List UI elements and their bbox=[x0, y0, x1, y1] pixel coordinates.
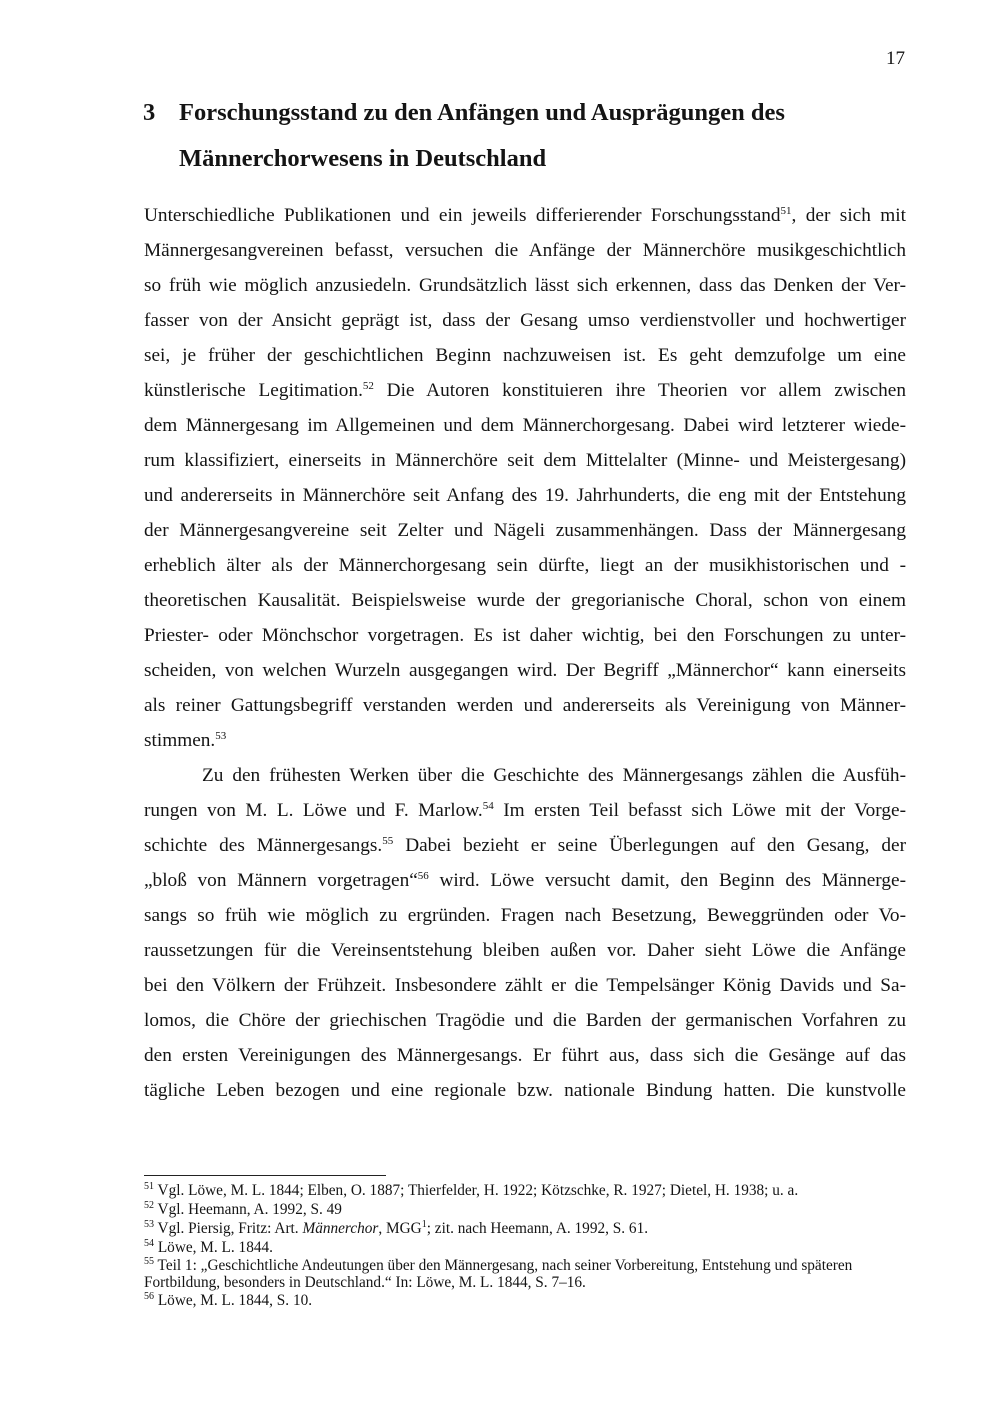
text-line: und andererseits in Männerchöre seit Anfang des 19. Jahrhunderts, die eng mit der Entstehung bbox=[144, 485, 906, 506]
chapter-number: 3 bbox=[143, 99, 156, 126]
footnote-54: $^{54}$ Löwe, M. L. 1844. bbox=[144, 1238, 273, 1256]
text-line: fasser von der Ansicht geprägt ist, dass der Gesang umso verdienstvoller und hochwertiger bbox=[144, 310, 906, 331]
text-line: schichte des Männergesangs.$^{55}$ Dabei bezieht er seine Überlegungen auf den Gesang, der bbox=[144, 835, 906, 856]
footnote-53: $^{53}$ Vgl. Piersig, Fritz: Art. Männerchor, MGG$^1$; zit. nach Heemann, A. 1992, S. 61. bbox=[144, 1219, 649, 1237]
text-line: Priester- oder Mönchschor vorgetragen. Es ist daher wichtig, bei den Forschungen zu unter- bbox=[144, 625, 906, 646]
page-number: 17 bbox=[886, 48, 905, 69]
text-line: so früh wie möglich anzusiedeln. Grundsätzlich lässt sich erkennen, dass das Denken der Ver- bbox=[144, 275, 906, 296]
text-line: raussetzungen für die Vereinsentstehung bleiben außen vor. Daher sieht Löwe die Anfänge bbox=[144, 940, 906, 961]
text-line: scheiden, von welchen Wurzeln ausgegangen wird. Der Begriff „Männerchor“ kann einerseits bbox=[144, 660, 906, 681]
text-line: der Männergesangvereine seit Zelter und Nägeli zusammenhängen. Dass der Männergesang bbox=[144, 520, 906, 541]
footnote-51: $^{51}$ Vgl. Löwe, M. L. 1844; Elben, O. 1887; Thierfelder, H. 1922; Kötzschke, R. 1927; Dietel, H. 1938; u. a. bbox=[144, 1181, 799, 1199]
text-line: erheblich älter als der Männerchorgesang sein dürfte, liegt an der musikhistorischen und - bbox=[144, 555, 906, 576]
footnote-ref-51[interactable]: 51 bbox=[780, 205, 792, 217]
text-line: rungen von M. L. Löwe und F. Marlow.$^{54}$ Im ersten Teil befasst sich Löwe mit der Vorge- bbox=[144, 800, 906, 821]
footnote-ref-54[interactable]: 54 bbox=[482, 800, 494, 812]
text-line: stimmen.$^{53}$ bbox=[144, 730, 227, 751]
footnote-55: $^{55}$ Teil 1: „Geschichtliche Andeutungen über den Männergesang, nach seiner Vorbereitung, Entstehung und späteren Fortbildung, besonders in Deutschland.“ In: Löwe, M. L. 1844, S. 7–16. bbox=[144, 1256, 853, 1291]
text-line: sangs so früh wie möglich zu ergründen. Fragen nach Besetzung, Beweggründen oder Vo- bbox=[144, 905, 906, 926]
paragraph-2 bbox=[144, 758, 906, 1108]
text-line: den ersten Vereinigungen des Männergesangs. Er führt aus, dass sich die Gesänge auf das bbox=[144, 1045, 906, 1066]
text-line: tägliche Leben bezogen und eine regionale bzw. nationale Bindung hatten. Die kunstvolle bbox=[144, 1080, 906, 1101]
footnote-ref-56[interactable]: 56 bbox=[417, 870, 429, 882]
text-line: sei, je früher der geschichtlichen Beginn nachzuweisen ist. Es geht demzufolge um eine bbox=[144, 345, 906, 366]
paragraph-1 bbox=[144, 198, 906, 758]
chapter-heading bbox=[143, 90, 913, 182]
text-line: „bloß von Männern vorgetragen“$^{56}$ wird. Löwe versucht damit, den Beginn des Männerge- bbox=[144, 870, 906, 891]
text-line: Männergesangvereinen befasst, versuchen die Anfänge der Männerchöre musikgeschichtlich bbox=[144, 240, 906, 261]
text-line: künstlerische Legitimation.$^{52}$ Die Autoren konstituieren ihre Theorien vor allem zwischen bbox=[144, 380, 906, 401]
footnote-ref-55[interactable]: 55 bbox=[382, 835, 394, 847]
text-line: rum klassifiziert, einerseits in Männerchöre seit dem Mittelalter (Minne- und Meistergesang) bbox=[144, 450, 906, 471]
footnotes bbox=[144, 1181, 906, 1310]
footnote-ref-52[interactable]: 52 bbox=[362, 380, 374, 392]
text-line: dem Männergesang im Allgemeinen und dem Männerchorgesang. Dabei wird letzterer wiede- bbox=[144, 415, 906, 436]
footnote-ref-53[interactable]: 53 bbox=[215, 730, 227, 742]
footnote-52: $^{52}$ Vgl. Heemann, A. 1992, S. 49 bbox=[144, 1200, 342, 1218]
chapter-title-line-2: Männerchorwesens in Deutschland bbox=[179, 145, 547, 172]
footnote-separator bbox=[144, 1175, 386, 1176]
text-line: theoretischen Kausalität. Beispielsweise wurde der gregorianische Choral, schon von einem bbox=[144, 590, 906, 611]
footnote-56: $^{56}$ Löwe, M. L. 1844, S. 10. bbox=[144, 1291, 313, 1309]
text-line: Unterschiedliche Publikationen und ein jeweils differierender Forschungsstand$^{51}$, der sich mit bbox=[144, 205, 906, 226]
text-line: lomos, die Chöre der griechischen Tragödie und die Barden der germanischen Vorfahren zu bbox=[144, 1010, 906, 1031]
chapter-title-line-1: Forschungsstand zu den Anfängen und Ausprägungen des bbox=[179, 99, 785, 126]
text-line: als reiner Gattungsbegriff verstanden werden und andererseits als Vereinigung von Männer- bbox=[144, 695, 906, 716]
text-line: Zu den frühesten Werken über die Geschichte des Männergesangs zählen die Ausfüh- bbox=[202, 765, 906, 786]
body-text bbox=[144, 198, 906, 1108]
text-line: bei den Völkern der Frühzeit. Insbesondere zählt er die Tempelsänger König Davids und Sa- bbox=[144, 975, 906, 996]
